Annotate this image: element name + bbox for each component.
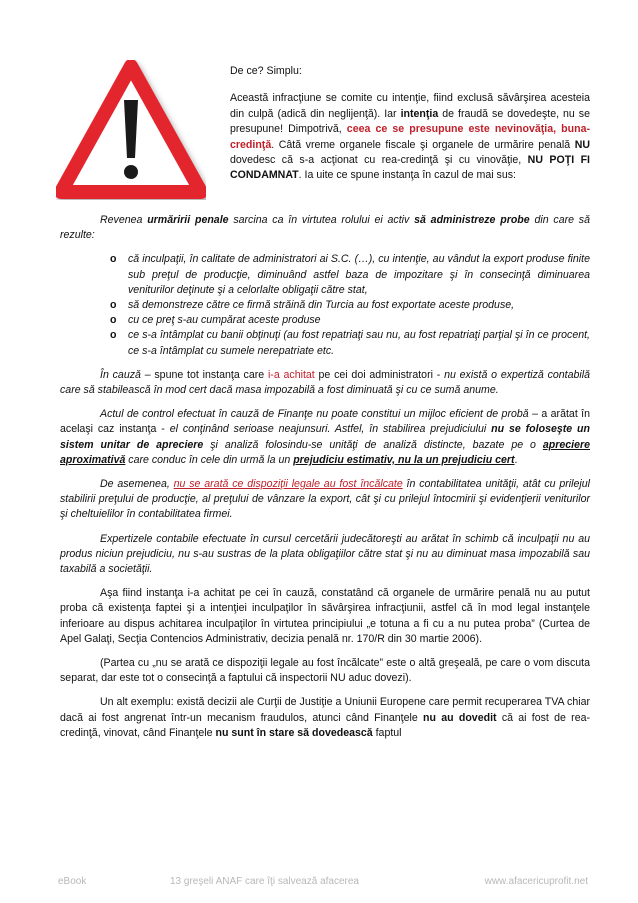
paragraph-acquittal: Aşa fiind instanţa i-a achitat pe cei în cauză, constatând că organele de urmărire penală nu au putut proba că existenţa faptei şi a intenţiei inculpaţilor în săvârşirea infracţiunii, astfel că în mod legal instanţele inferioare au dispus achitarea inculpaţilor în virtutea principiului „e totuna a fi cu a nu putea proba” (Curtea de Apel Galaţi, Secţia Contencios Administrativ, decizia penală nr. 170/R din 30 martie 2006). (60, 587, 590, 645)
page-footer (58, 876, 588, 892)
intent-paragraph: Această infracţiune se comite cu intenţie, fiind exclusă săvârşirea acesteia din culpă (adică din neglijenţă). Iar intenţia de fraudă se dovedeşte, nu se presupune! Dimpotrivă, ceea ce se presupune este nevinovăţia, buna-credinţă. Câtă vreme organele fiscale şi organele de urmărire penală NU dovedesc că s-a acţionat cu rea-credinţă şi cu vinovăţie, NU POŢI FI CONDAMNAT. Ia uite ce spune instanţa în cazul de mai sus: (230, 92, 590, 182)
paragraph-prosecution-duty: Revenea urmăririi penale sarcina ca în virtutea rolului ei activ să administreze probe din care să rezulte: (60, 214, 590, 242)
paragraph-vat-example: Un alt exemplu: există decizii ale Curţii de Justiţie a Uniunii Europene care permit recuperarea TVA chiar dacă ai fost angrenat într-un mecanism fraudulos, atunci când Finanţele nu au dovedit că ai fost de rea-credinţă, vinovat, când Finanţele nu sunt în stare să dovedească faptul (60, 696, 591, 739)
paragraph-expert-reports: Expertizele contabile efectuate în cursul cercetării judecătoreşti au arătat în schimb că inculpaţii nu au produs niciun prejudiciu, nu s-au sustras de la plata obligaţiilor către stat şi nu au diminuat masa impozabilă sau taxabilă a societăţii. (60, 532, 590, 576)
list-item: o că inculpaţii, în calitate de administratori ai S.C. (…), cu intenţie, au vândut la export produse finite sub preţul de producţie, diminuând astfel baza de impozitare şi în consecinţă diminuarea veniturilor deţinute şi a celorlalte obligaţii către stat, (110, 253, 590, 296)
footer-ebook-label: eBook (58, 876, 87, 887)
footer-book-title: 13 greşeli ANAF care îţi salvează afacerea (170, 876, 359, 887)
footer-website-link[interactable]: www.afacericuprofit.net (484, 876, 588, 887)
list-item: o cu ce preţ s-au cumpărat aceste produse (110, 314, 321, 327)
intro-line: De ce? Simplu: (230, 65, 302, 77)
intro-block (230, 64, 590, 184)
document-body (60, 213, 590, 750)
list-item: o să demonstreze către ce firmă străină din Turcia au fost exportate aceste produse, (110, 299, 515, 312)
paragraph-legal-provisions: De asemenea, nu se arată ce dispoziţii legale au fost încălcate în contabilitatea unităţii, atât cu prilejul stabilirii preţului de producţie, al preţului de vânzare la export, cât şi cu prilejul întocmirii şi evidenţierii veniturilor şi cheltuielilor în contabilitatea firmei. (60, 478, 590, 521)
evidence-list (60, 252, 590, 358)
warning-triangle-icon (56, 60, 206, 200)
paragraph-no-expertise: În cauză – spune tot instanţa care i-a achitat pe cei doi administratori - nu există o expertiză contabilă care să stabilească în mod cert dacă masa impozabilă a fost diminuată şi cu ce sumă anume. (60, 368, 591, 397)
list-item: o ce s-a întâmplat cu banii obţinuţi (au fost repatriaţi sau nu, au fost repatriaţi parţial şi în ce procent, ce s-a întâmplat cu sumele nerepatriate etc. (110, 329, 590, 357)
paragraph-control-act: Actul de control efectuat în cauză de Finanţe nu poate constitui un mijloc eficient de probă – a arătat în acelaşi caz instanţa - el conţinând serioase neajunsuri. Astfel, în stabilirea prejudiciului nu se foloseşte un sistem unitar de apreciere şi analiză folosindu-se unităţi de analiză distincte, bazate pe o apreciere aproximativă care conduc în cele din urmă la un prejudiciu estimativ, nu la un prejudiciu cert. (60, 408, 591, 466)
paragraph-note: (Partea cu „nu se arată ce dispoziţii legale au fost încălcate” este o altă greşeală, pe care o vom discuta separat, dar este tot o consecinţă a faptului că inspectorii NU aduc dovezi). (60, 657, 590, 685)
